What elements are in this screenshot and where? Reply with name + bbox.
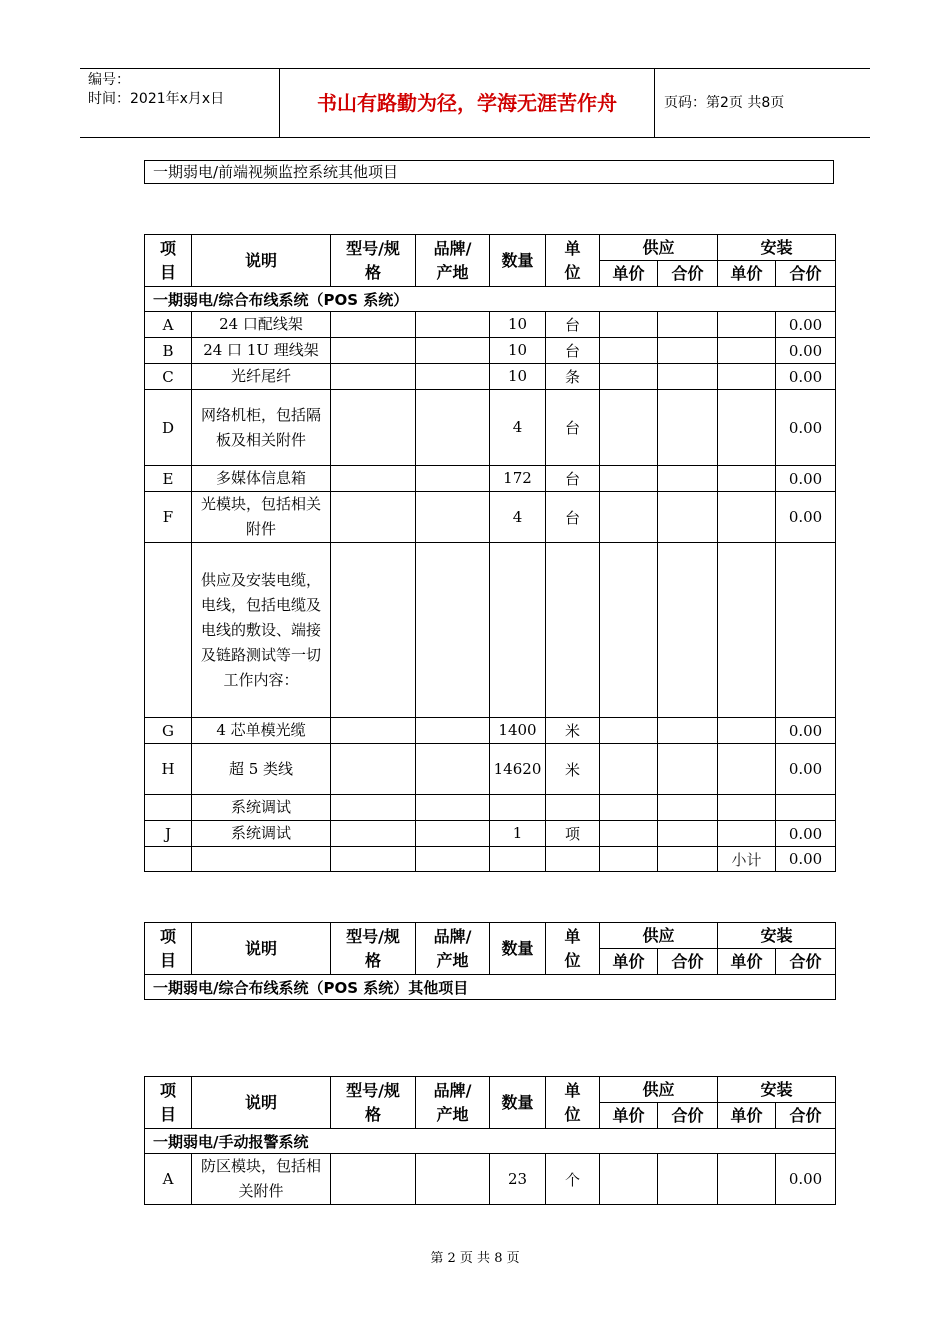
table-cell: [658, 338, 718, 364]
cell-qty: 172: [490, 466, 546, 492]
table-cell: [416, 718, 490, 744]
table-cell: [600, 744, 658, 795]
table-row: [145, 821, 836, 847]
table-cell: [718, 795, 776, 821]
col-supply-total: 合价: [658, 1103, 718, 1129]
table-cell: [600, 390, 658, 466]
subtotal-value: 0.00: [776, 847, 836, 872]
header-motto: 书山有路勤为径，学海无涯苦作舟: [280, 69, 655, 137]
table-cell: [718, 312, 776, 338]
cell-unit: 项: [546, 821, 600, 847]
col-install: 安装: [718, 923, 836, 949]
col-brand: 品牌/ 产地: [416, 1077, 490, 1129]
table-cell: [416, 821, 490, 847]
col-qty: 数量: [490, 1077, 546, 1129]
page-number-label: 页码：第2页 共8页: [664, 95, 785, 111]
table-row: [145, 390, 836, 466]
cell-desc: 系统调试: [192, 821, 331, 847]
col-brand: 品牌/ 产地: [416, 235, 490, 287]
table-cell: [331, 390, 416, 466]
table-cell: [600, 338, 658, 364]
col-desc: 说明: [192, 235, 331, 287]
table-cell: [600, 364, 658, 390]
cell-unit: [546, 543, 600, 718]
section-row: 一期弱电/综合布线系统（POS 系统）: [145, 287, 836, 312]
cell-qty: 23: [490, 1154, 546, 1205]
col-unit: 单 位: [546, 923, 600, 975]
table-cell: [416, 364, 490, 390]
cell-total: 0.00: [776, 1154, 836, 1205]
cell-unit: [546, 795, 600, 821]
page-header: [80, 68, 870, 138]
table-cell: [658, 466, 718, 492]
table-cell: [658, 390, 718, 466]
table-cell: [331, 338, 416, 364]
table-cell: [416, 312, 490, 338]
table-cell: [658, 847, 718, 872]
table-cell: [718, 744, 776, 795]
table-cell: [600, 821, 658, 847]
table-cell: [192, 847, 331, 872]
page-footer: 第 2 页 共 8 页: [430, 1251, 520, 1266]
cell-total: 0.00: [776, 821, 836, 847]
col-qty: 数量: [490, 235, 546, 287]
section-row: 一期弱电/手动报警系统: [145, 1129, 836, 1154]
cell-item: J: [145, 821, 192, 847]
cell-unit: 米: [546, 718, 600, 744]
col-install: 安装: [718, 1077, 836, 1103]
cell-item: F: [145, 492, 192, 543]
cell-qty: 4: [490, 492, 546, 543]
table-cell: [331, 364, 416, 390]
table-cell: [600, 718, 658, 744]
cell-total: [776, 543, 836, 718]
table-row: [145, 1154, 836, 1205]
cell-desc: 光纤尾纤: [192, 364, 331, 390]
table-cell: [718, 338, 776, 364]
table-cell: [416, 390, 490, 466]
table-cell: [331, 466, 416, 492]
table-cell: [546, 847, 600, 872]
cell-desc: 供应及安装电缆，电线，包括电缆及电线的敷设、端接及链路测试等一切工作内容：: [192, 543, 331, 718]
col-supply-unit-price: 单价: [600, 261, 658, 287]
col-unit: 单 位: [546, 1077, 600, 1129]
table-cell: [718, 364, 776, 390]
cell-qty: 14620: [490, 744, 546, 795]
cell-desc: 光模块，包括相关附件: [192, 492, 331, 543]
table-cell: [658, 364, 718, 390]
cell-unit: 米: [546, 744, 600, 795]
table-cell: [718, 390, 776, 466]
col-supply: 供应: [600, 1077, 718, 1103]
col-install-total: 合价: [776, 261, 836, 287]
section-title-video-other: 一期弱电/前端视频监控系统其他项目: [144, 160, 834, 184]
col-supply-total: 合价: [658, 949, 718, 975]
col-item: 项 目: [145, 923, 192, 975]
table-cell: [145, 847, 192, 872]
table-cell: [331, 821, 416, 847]
table-cell: [490, 847, 546, 872]
table-row: [145, 364, 836, 390]
cell-item: B: [145, 338, 192, 364]
cell-unit: 条: [546, 364, 600, 390]
cell-qty: 10: [490, 364, 546, 390]
cell-total: 0.00: [776, 390, 836, 466]
cell-unit: 台: [546, 466, 600, 492]
cell-total: [776, 795, 836, 821]
cell-desc: 24 口配线架: [192, 312, 331, 338]
cell-item: A: [145, 312, 192, 338]
table-cell: [658, 718, 718, 744]
table-cell: [331, 312, 416, 338]
table-cell: [331, 847, 416, 872]
cell-unit: 个: [546, 1154, 600, 1205]
table-cell: [600, 795, 658, 821]
cell-qty: 10: [490, 338, 546, 364]
col-supply: 供应: [600, 235, 718, 261]
table-row: [145, 338, 836, 364]
table-cell: [718, 1154, 776, 1205]
table-row: [145, 312, 836, 338]
cell-desc: 超 5 类线: [192, 744, 331, 795]
col-supply-total: 合价: [658, 261, 718, 287]
cell-item: [145, 543, 192, 718]
cell-qty: [490, 543, 546, 718]
cell-qty: 1400: [490, 718, 546, 744]
col-install-total: 合价: [776, 1103, 836, 1129]
table-cell: [331, 795, 416, 821]
table-cell: [416, 744, 490, 795]
table-pos-cabling: [144, 234, 836, 872]
cell-desc: 4 芯单模光缆: [192, 718, 331, 744]
subtotal-label: 小计: [718, 847, 776, 872]
table-cell: [600, 543, 658, 718]
table-cell: [416, 543, 490, 718]
table-cell: [718, 492, 776, 543]
cell-unit: 台: [546, 312, 600, 338]
table-cell: [600, 1154, 658, 1205]
col-desc: 说明: [192, 1077, 331, 1129]
cell-total: 0.00: [776, 466, 836, 492]
cell-total: 0.00: [776, 312, 836, 338]
cell-item: G: [145, 718, 192, 744]
col-supply-unit-price: 单价: [600, 1103, 658, 1129]
table-cell: [600, 312, 658, 338]
table-cell: [600, 492, 658, 543]
header-meta: [80, 69, 280, 137]
col-desc: 说明: [192, 923, 331, 975]
cell-item: C: [145, 364, 192, 390]
table-manual-alarm: [144, 1076, 836, 1205]
col-install: 安装: [718, 235, 836, 261]
table-cell: [718, 718, 776, 744]
table-cell: [331, 744, 416, 795]
time-label: 时间：2021年x月x日: [88, 91, 225, 107]
code-label: 编号：: [88, 72, 130, 88]
table-cell: [416, 466, 490, 492]
cell-qty: 10: [490, 312, 546, 338]
table-cell: [416, 338, 490, 364]
section-row: 一期弱电/综合布线系统（POS 系统）其他项目: [145, 975, 836, 1000]
cell-total: 0.00: [776, 492, 836, 543]
table-pos-other: [144, 922, 836, 1000]
cell-desc: 24 口 1U 理线架: [192, 338, 331, 364]
table-cell: [658, 312, 718, 338]
table-cell: [718, 821, 776, 847]
col-install-unit-price: 单价: [718, 949, 776, 975]
table-row: [145, 492, 836, 543]
cell-total: 0.00: [776, 364, 836, 390]
table-cell: [658, 1154, 718, 1205]
col-model: 型号/规 格: [331, 1077, 416, 1129]
table-cell: [331, 543, 416, 718]
table-cell: [718, 543, 776, 718]
col-install-unit-price: 单价: [718, 261, 776, 287]
col-item: 项 目: [145, 235, 192, 287]
table-row: [145, 466, 836, 492]
cell-desc: 防区模块，包括相关附件: [192, 1154, 331, 1205]
col-install-unit-price: 单价: [718, 1103, 776, 1129]
cell-desc: 系统调试: [192, 795, 331, 821]
cell-total: 0.00: [776, 744, 836, 795]
cell-item: A: [145, 1154, 192, 1205]
col-model: 型号/规 格: [331, 235, 416, 287]
table-cell: [416, 1154, 490, 1205]
cell-qty: 1: [490, 821, 546, 847]
table-cell: [331, 1154, 416, 1205]
cell-item: D: [145, 390, 192, 466]
cell-qty: [490, 795, 546, 821]
table-row: [145, 543, 836, 718]
table-cell: [600, 847, 658, 872]
cell-desc: 网络机柜，包括隔板及相关附件: [192, 390, 331, 466]
table-cell: [658, 795, 718, 821]
table-row: [145, 795, 836, 821]
cell-item: E: [145, 466, 192, 492]
table-cell: [416, 492, 490, 543]
table-cell: [658, 543, 718, 718]
table-cell: [658, 821, 718, 847]
col-supply: 供应: [600, 923, 718, 949]
cell-item: H: [145, 744, 192, 795]
table-cell: [658, 492, 718, 543]
cell-unit: 台: [546, 338, 600, 364]
cell-unit: 台: [546, 390, 600, 466]
table-cell: [331, 718, 416, 744]
table-cell: [600, 466, 658, 492]
table-cell: [331, 492, 416, 543]
col-item: 项 目: [145, 1077, 192, 1129]
col-supply-unit-price: 单价: [600, 949, 658, 975]
table-cell: [718, 466, 776, 492]
col-unit: 单 位: [546, 235, 600, 287]
table-cell: [658, 744, 718, 795]
subtotal-row: [145, 847, 836, 872]
cell-total: 0.00: [776, 718, 836, 744]
table1-body: [145, 312, 836, 872]
col-brand: 品牌/ 产地: [416, 923, 490, 975]
table-cell: [416, 795, 490, 821]
cell-unit: 台: [546, 492, 600, 543]
cell-item: [145, 795, 192, 821]
cell-total: 0.00: [776, 338, 836, 364]
table-cell: [416, 847, 490, 872]
cell-desc: 多媒体信息箱: [192, 466, 331, 492]
table-row: [145, 718, 836, 744]
cell-qty: 4: [490, 390, 546, 466]
col-qty: 数量: [490, 923, 546, 975]
col-install-total: 合价: [776, 949, 836, 975]
col-model: 型号/规 格: [331, 923, 416, 975]
table-row: [145, 744, 836, 795]
